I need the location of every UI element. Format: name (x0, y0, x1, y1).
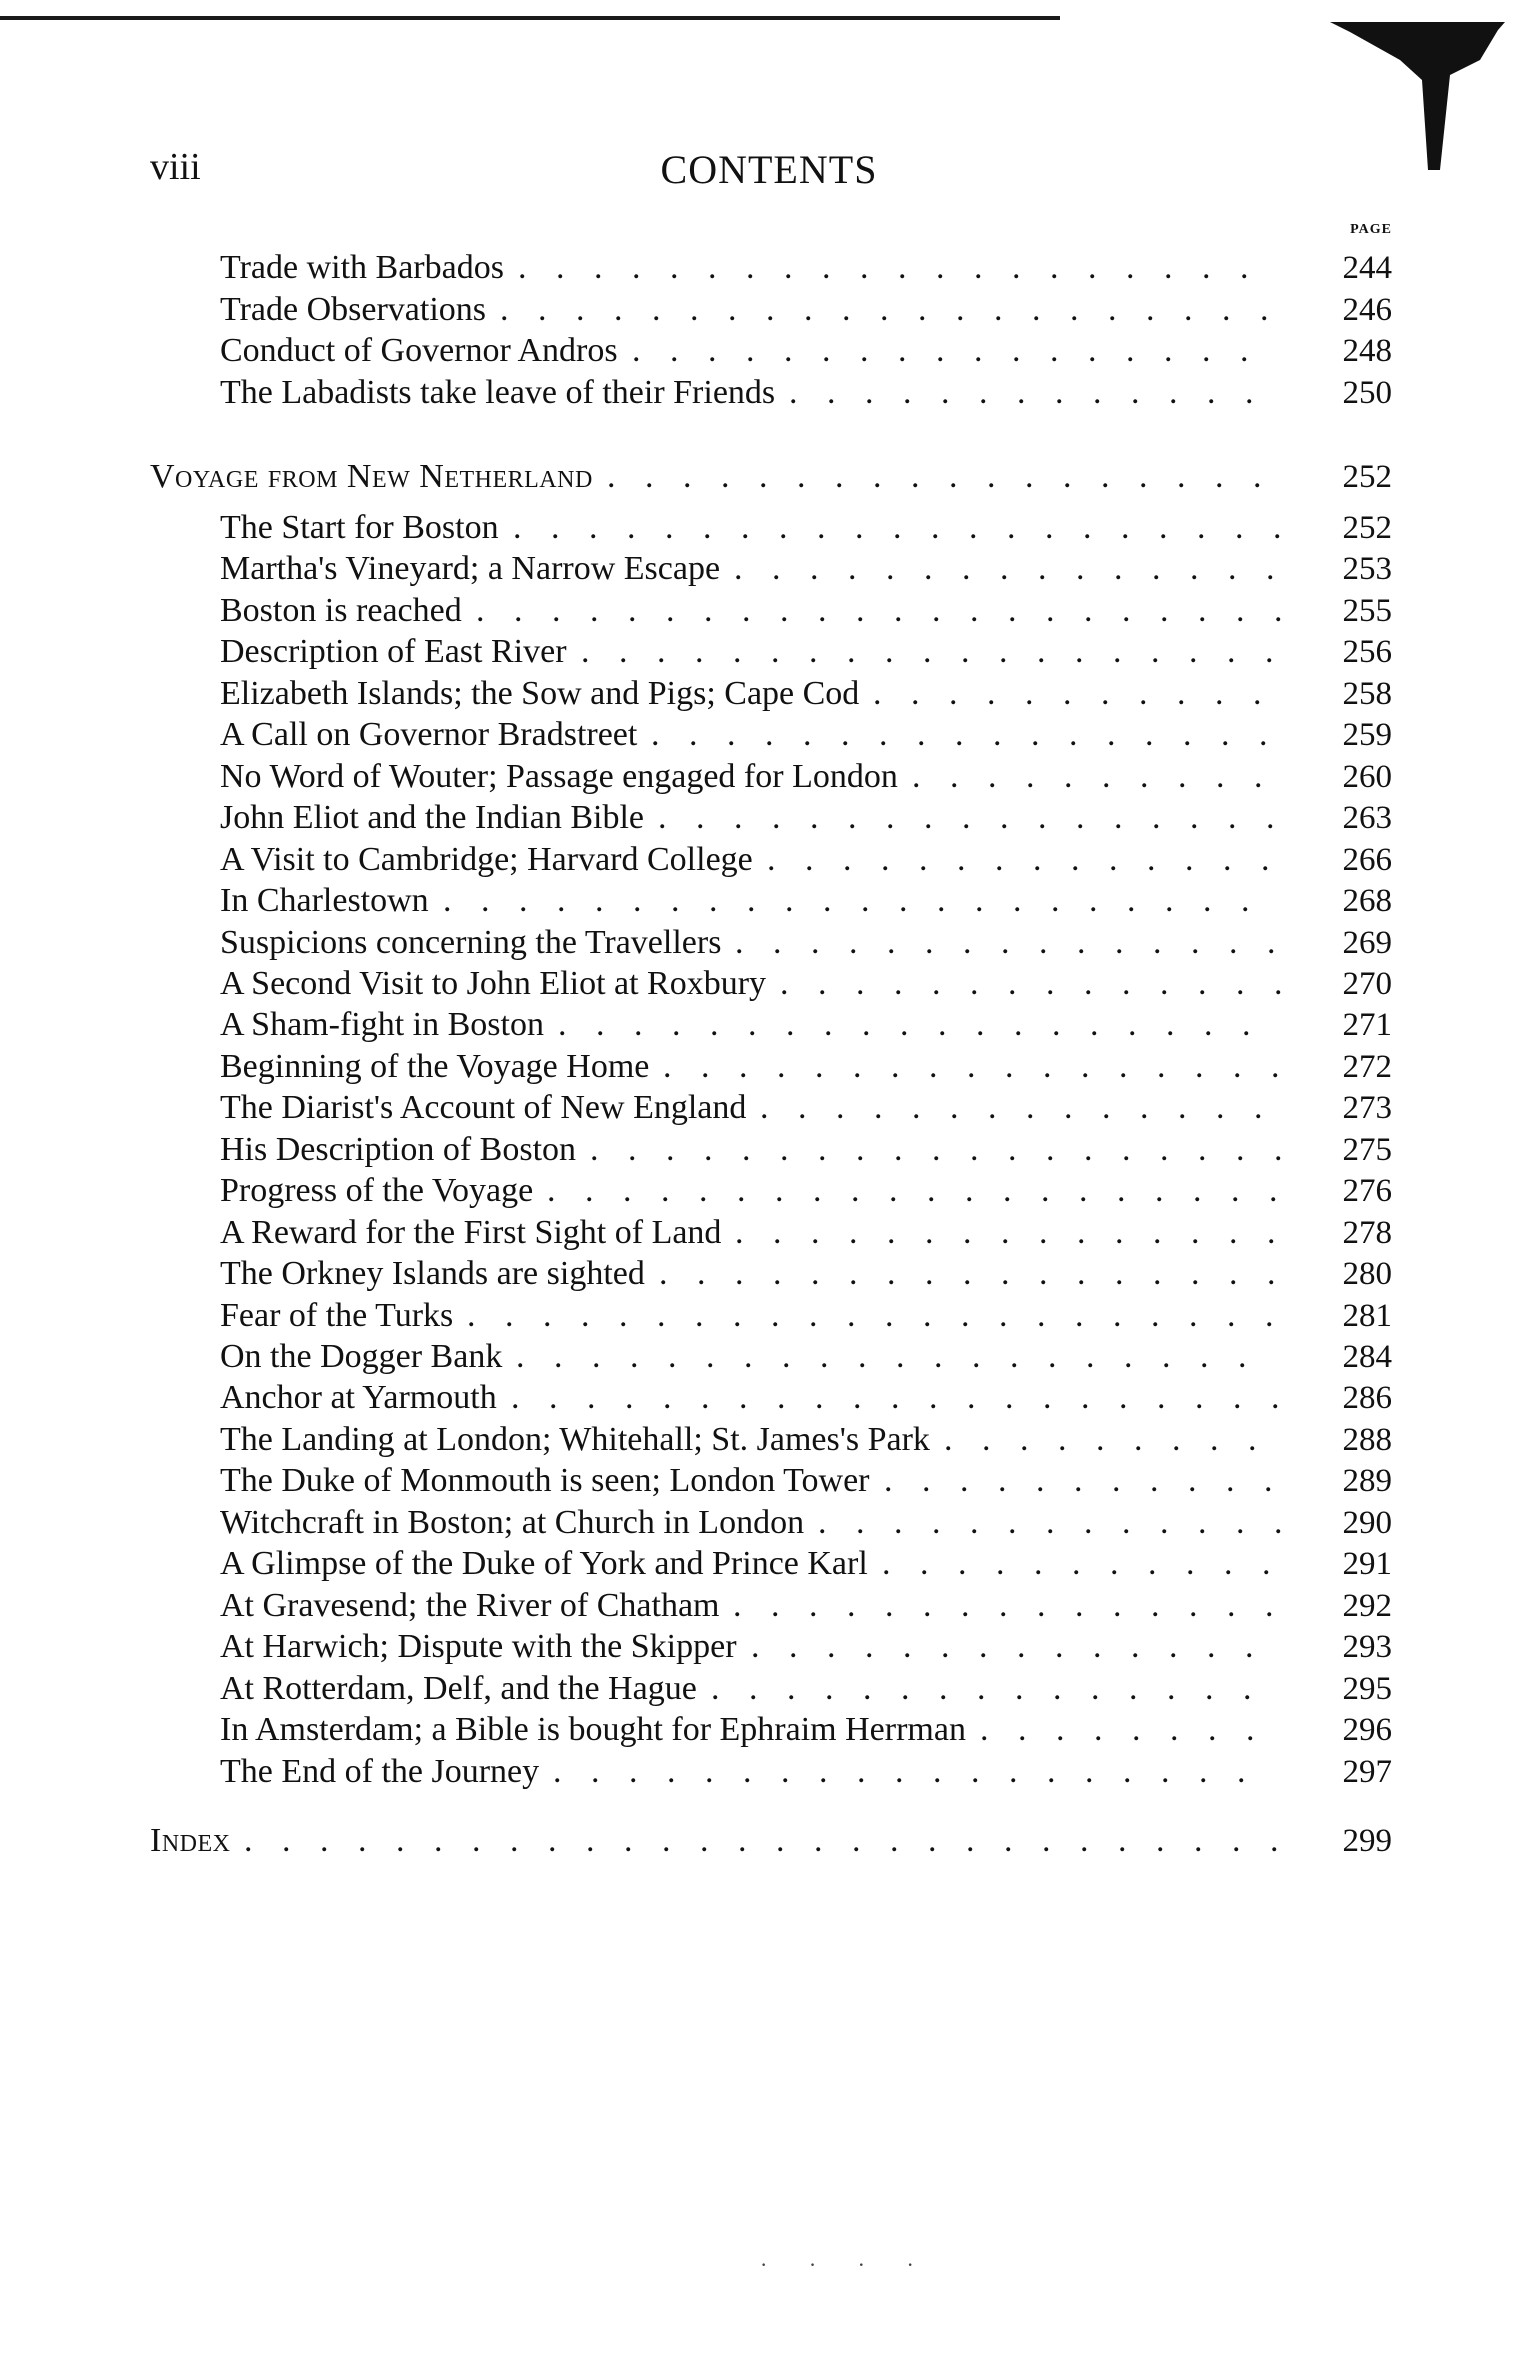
dot-leader: ..................... (500, 290, 1298, 328)
toc-entry-title: The Landing at London; Whitehall; St. James's Park (220, 1420, 930, 1458)
toc-entry (0, 1253, 1538, 1295)
dot-leader: ............... (733, 1586, 1303, 1624)
toc-entry (0, 1295, 1538, 1337)
toc-entry (0, 1087, 1538, 1129)
dot-leader: ...................... (443, 882, 1279, 920)
toc-entry-title: A Second Visit to John Eliot at Roxbury (220, 964, 767, 1002)
toc-entry-title: A Sham-fight in Boston (220, 1006, 544, 1044)
toc-entry-page-number: 293 (1342, 1629, 1392, 1666)
toc-entry (0, 1336, 1538, 1378)
toc-entry-title: Voyage from New Netherland (150, 458, 593, 495)
toc-entry-page-number: 248 (1342, 333, 1392, 369)
toc-entry-page-number: 263 (1342, 800, 1392, 837)
toc-entry (0, 372, 1538, 414)
dot-leader: .................... (547, 1172, 1307, 1210)
toc-entry-page-number: 252 (1342, 510, 1392, 546)
toc-entry-page-number: 252 (1342, 459, 1392, 495)
toc-entry-title: At Gravesend; the River of Chatham (220, 1586, 720, 1624)
toc-entry-page-number: 289 (1342, 1463, 1392, 1500)
toc-entry (0, 247, 1538, 289)
toc-entry (0, 1212, 1538, 1254)
toc-entry-page-number: 299 (1342, 1823, 1392, 1859)
toc-entry-title: At Rotterdam, Delf, and the Hague (220, 1669, 697, 1707)
toc-entry-title: The Labadists take leave of their Friends (220, 373, 776, 411)
toc-entry-title: Suspicions concerning the Travellers (220, 923, 722, 961)
toc-entry (0, 507, 1538, 549)
toc-entry (0, 1502, 1538, 1544)
folio-number: viii (150, 146, 201, 188)
dot-leader: .................. (607, 458, 1291, 495)
toc-entry-title: A Call on Governor Bradstreet (220, 716, 638, 754)
toc-entry-title: John Eliot and the Indian Bible (220, 799, 644, 837)
toc-entry-page-number: 276 (1342, 1173, 1392, 1210)
toc-entry-title: His Description of Boston (220, 1130, 577, 1168)
toc-entry (0, 963, 1538, 1005)
toc-entry (0, 590, 1538, 632)
dot-leader: .............. (751, 1628, 1283, 1666)
toc-entry-page-number: 273 (1342, 1090, 1392, 1127)
toc-entry-page-number: 270 (1342, 965, 1392, 1002)
toc-entry-title: Index (150, 1822, 231, 1859)
toc-entry-title: The Orkney Islands are sighted (220, 1255, 645, 1293)
toc-entry-page-number: 284 (1342, 1339, 1392, 1375)
dot-leader: ............... (711, 1669, 1281, 1707)
dot-leader: ........... (882, 1545, 1300, 1583)
dot-leader: ................... (558, 1006, 1280, 1044)
dot-leader: ............... (734, 550, 1304, 588)
toc-entry (0, 1004, 1538, 1046)
page-column-label: PAGE (1350, 222, 1392, 237)
toc-entry (0, 631, 1538, 673)
toc-entry-page-number: 272 (1342, 1048, 1392, 1085)
toc-entry-page-number: 290 (1342, 1504, 1392, 1541)
dot-leader: ............. (818, 1503, 1312, 1541)
toc-entry-title: Fear of the Turks (220, 1296, 454, 1334)
toc-entry (0, 756, 1538, 798)
dot-leader: ................... (581, 633, 1303, 671)
toc-entry (0, 1585, 1538, 1627)
toc-entry (0, 548, 1538, 590)
toc-entry-title: Trade with Barbados (220, 249, 504, 286)
toc-entry (0, 797, 1538, 839)
toc-entry-title: No Word of Wouter; Passage engaged for London (220, 757, 898, 795)
dot-leader: ........... (884, 1462, 1302, 1500)
dot-leader: ........ (980, 1711, 1284, 1749)
toc-entry (0, 714, 1538, 756)
toc-entry-page-number: 275 (1342, 1131, 1392, 1168)
toc-entry (0, 1460, 1538, 1502)
dot-leader: .......... (912, 757, 1292, 795)
dot-leader: ...................... (467, 1296, 1303, 1334)
toc-entry (0, 1170, 1538, 1212)
toc-entry-page-number: 244 (1342, 250, 1392, 286)
dot-leader: ................. (658, 799, 1304, 837)
toc-entry (0, 839, 1538, 881)
toc-entry (0, 1377, 1538, 1419)
toc-entry-title: Description of East River (220, 633, 567, 671)
toc-entry (0, 1751, 1538, 1793)
toc-entry-title: In Amsterdam; a Bible is bought for Ephraim Herrman (220, 1711, 966, 1749)
toc-entry (0, 289, 1538, 331)
toc-entry-title: A Glimpse of the Duke of York and Prince Karl (220, 1545, 868, 1583)
toc-entry (0, 1046, 1538, 1088)
toc-entry-page-number: 297 (1342, 1753, 1392, 1790)
toc-entry-page-number: 278 (1342, 1214, 1392, 1251)
toc-entry-title: Anchor at Yarmouth (220, 1379, 497, 1417)
toc-entry-title: Boston is reached (220, 591, 462, 629)
toc-entry (0, 922, 1538, 964)
toc-entry-title: Beginning of the Voyage Home (220, 1047, 650, 1085)
toc-entry-page-number: 269 (1342, 924, 1392, 961)
dot-leader: ........... (873, 674, 1291, 712)
toc-entry-page-number: 259 (1342, 717, 1392, 754)
toc-entry (0, 330, 1538, 372)
toc-entry (0, 1668, 1538, 1710)
toc-entry-page-number: 258 (1342, 675, 1392, 712)
dot-leader: .................... (518, 249, 1278, 286)
dot-leader: ............................ (244, 1822, 1308, 1859)
toc-entry-page-number: 250 (1342, 374, 1392, 411)
toc-entry-title: The Duke of Monmouth is seen; London Tower (220, 1462, 870, 1500)
toc-entry-page-number: 288 (1342, 1421, 1392, 1458)
dot-leader: ............... (735, 923, 1305, 961)
toc-entry-page-number: 281 (1342, 1297, 1392, 1334)
paper-specks: · · · · (760, 2252, 932, 2277)
dot-leader: ...................... (476, 591, 1312, 629)
dot-leader: ............... (735, 1213, 1305, 1251)
toc-entry-title: Witchcraft in Boston; at Church in London (220, 1503, 805, 1541)
toc-entry (0, 1709, 1538, 1751)
dot-leader: ................... (553, 1752, 1275, 1790)
toc-entry-title: The End of the Journey (220, 1752, 540, 1790)
toc-entry-page-number: 291 (1342, 1546, 1392, 1583)
toc-entry (0, 1626, 1538, 1668)
toc-section-heading (0, 456, 1538, 498)
dot-leader: ................. (663, 1047, 1309, 1085)
toc-entry-title: Elizabeth Islands; the Sow and Pigs; Cape Cod (220, 674, 860, 712)
toc-entry-page-number: 271 (1342, 1007, 1392, 1044)
dot-leader: ......... (944, 1420, 1286, 1458)
toc-entry-title: At Harwich; Dispute with the Skipper (220, 1628, 737, 1666)
dot-leader: ................... (590, 1130, 1312, 1168)
toc-entry-page-number: 255 (1342, 592, 1392, 629)
toc-entry-page-number: 286 (1342, 1380, 1392, 1417)
toc-entry-title: Progress of the Voyage (220, 1172, 534, 1210)
toc-entry-page-number: 253 (1342, 551, 1392, 588)
toc-entry-title: The Start for Boston (220, 509, 499, 546)
dot-leader: .................... (516, 1338, 1276, 1375)
toc-entry-page-number: 292 (1342, 1587, 1392, 1624)
toc-entry-title: A Visit to Cambridge; Harvard College (220, 840, 753, 878)
top-rule (0, 16, 1060, 20)
toc-entry-title: In Charlestown (220, 882, 429, 920)
toc-entry (0, 1543, 1538, 1585)
running-head: CONTENTS (660, 147, 878, 192)
corner-ink-mark-icon (1330, 20, 1510, 170)
toc-entry-page-number: 256 (1342, 634, 1392, 671)
dot-leader: ................. (632, 332, 1278, 369)
dot-leader: ................. (659, 1255, 1305, 1293)
dot-leader: .............. (780, 964, 1312, 1002)
toc-entry-page-number: 246 (1342, 291, 1392, 328)
toc-entry-page-number: 295 (1342, 1670, 1392, 1707)
toc-section-heading (0, 1820, 1538, 1862)
toc-entry-page-number: 268 (1342, 883, 1392, 920)
toc-entry-page-number: 280 (1342, 1256, 1392, 1293)
dot-leader: ................. (651, 716, 1297, 754)
dot-leader: .............. (760, 1089, 1292, 1127)
toc-entry-page-number: 296 (1342, 1712, 1392, 1749)
toc-entry-page-number: 266 (1342, 841, 1392, 878)
toc-entry-title: On the Dogger Bank (220, 1338, 503, 1375)
toc-entry-title: Trade Observations (220, 290, 486, 328)
toc-entry (0, 880, 1538, 922)
toc-entry-title: A Reward for the First Sight of Land (220, 1213, 722, 1251)
toc-entry (0, 673, 1538, 715)
dot-leader: ..................... (511, 1379, 1309, 1417)
toc-entry-title: Martha's Vineyard; a Narrow Escape (220, 550, 721, 588)
toc-entry (0, 1419, 1538, 1461)
dot-leader: ..................... (513, 509, 1311, 546)
toc-entry (0, 1129, 1538, 1171)
toc-entry-title: Conduct of Governor Andros (220, 332, 618, 369)
dot-leader: ............. (789, 373, 1283, 411)
toc-entry-title: The Diarist's Account of New England (220, 1089, 747, 1127)
toc-entry-page-number: 260 (1342, 758, 1392, 795)
dot-leader: .............. (767, 840, 1299, 878)
